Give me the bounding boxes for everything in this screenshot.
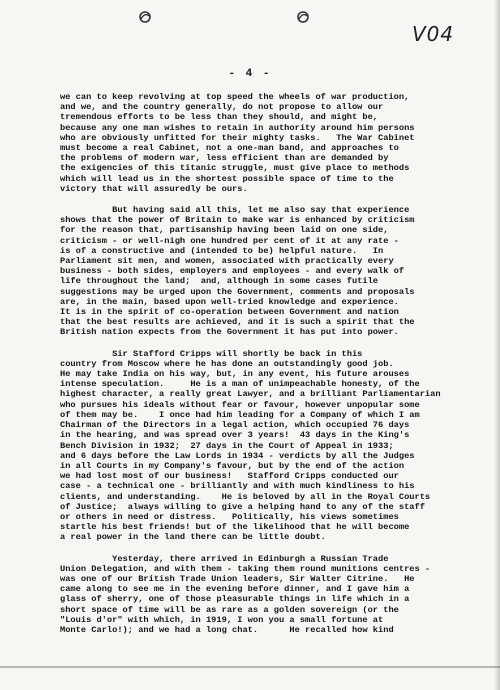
text-line: victory that will assuredly be ours. xyxy=(60,183,248,194)
text-line: It is in the spirit of co-operation between Government and nation xyxy=(60,307,399,318)
text-line: who pursues his ideals without fear or favour, however unpopular some xyxy=(60,399,420,410)
text-line: Bench Division in 1932; 27 days in the Court of Appeal in 1933; xyxy=(60,440,394,451)
page-bottom-shadow xyxy=(0,666,500,668)
text-line: we can to keep revolving at top speed the wheels of war production, xyxy=(60,92,410,102)
text-line: clients, and understanding. He is beloved by all in the Royal Courts xyxy=(60,491,431,502)
page-number: - 4 - xyxy=(228,68,272,80)
text-line: intense speculation. He is a man of unimpeachable honesty, of the xyxy=(60,379,420,390)
text-line: the problems of modern war, less efficient than are demanded by xyxy=(60,153,389,164)
text-line: He may take India on his way, but, in any event, his future arouses xyxy=(60,369,410,380)
text-line: Monte Carlo!); and we had a long chat. He recalled how kind xyxy=(60,624,394,635)
text-line: suggestions may be urged upon the Government, comments and proposals xyxy=(60,286,415,297)
text-line: shows that the power of Britain to make war is enhanced by criticism xyxy=(60,215,415,226)
text-line: highest character, a really great Lawyer, and a brilliant Parliamentarian xyxy=(60,389,441,400)
text-line: business - both sides, employers and employees - and every walk of xyxy=(60,266,405,277)
punch-hole-left-icon xyxy=(138,10,152,24)
text-line: and 6 days before the Law Lords in 1934 - verdicts by all the Judges xyxy=(60,450,415,461)
text-line: that the best results are achieved, and it is such a spirit that the xyxy=(60,317,415,328)
text-line: country from Moscow where he has done an outstandingly good job. xyxy=(60,358,394,369)
text-line: because any one man wishes to retain in authority around him persons xyxy=(60,122,415,133)
text-line: short space of time will be as rare as a golden sovereign (or the xyxy=(60,604,399,615)
text-line: Parliament sit men, and women, associated with practically every xyxy=(60,256,394,267)
paragraph xyxy=(60,349,498,543)
text-line: Chairman of the Directors in a legal action, which occupied 76 days xyxy=(60,420,410,431)
text-line: life throughout the land; and, although in some cases futile xyxy=(60,276,379,287)
text-line: Yesterday, there arrived in Edinburgh a Russian Trade xyxy=(60,553,389,564)
letter-body xyxy=(60,92,498,646)
text-line: who are obviously unfitted for their mighty tasks. The War Cabinet xyxy=(60,132,415,143)
text-line: startle his best friends! but of the likelihood that he will become xyxy=(60,522,410,533)
text-line: But having said all this, let me also say that experience xyxy=(60,205,410,216)
text-line: Union Delegation, and with them - taking them round munitions centres - xyxy=(60,563,431,574)
text-line: the exigencies of this titanic struggle, must give place to methods xyxy=(60,163,410,174)
text-line: came along to see me in the evening before dinner, and I gave him a xyxy=(60,584,410,595)
text-line: in all Courts in my Company's favour, but by the end of the action xyxy=(60,460,405,471)
text-line: tremendous efforts to be less than they should, and might be, xyxy=(60,112,379,123)
text-line: must become a real Cabinet, not a one-man band, and approaches to xyxy=(60,143,399,154)
archive-reference-mark: V04 xyxy=(412,22,455,46)
text-line: in the hearing, and was spread over 3 years! 43 days in the King's xyxy=(60,430,410,441)
text-line: which will lead us in the shortest possible space of time to the xyxy=(60,173,394,184)
text-line: glass of sherry, one of those pleasurable things in life which in a xyxy=(60,594,410,605)
paragraph xyxy=(60,205,498,338)
text-line: criticism - or well-nigh one hundred per cent of it at any rate - xyxy=(60,235,399,246)
punch-hole-right-icon xyxy=(296,10,310,24)
text-line: was one of our British Trade Union leaders, Sir Walter Citrine. He xyxy=(60,573,415,584)
text-line: British nation expects from the Government it has put into power. xyxy=(60,327,399,338)
page-edge-shadow xyxy=(494,0,500,690)
text-line: is of a constructive and (intended to be) helpful nature. In xyxy=(60,245,384,256)
text-line: for the reason that, partisanship having been laid on one side, xyxy=(60,225,389,236)
paragraph xyxy=(60,92,498,194)
text-line: and we, and the country generally, do not propose to allow our xyxy=(60,102,384,113)
text-line: of Justice; always willing to give a helping hand to any of the staff xyxy=(60,501,425,512)
text-line: "Louis d'or" with which, in 1919, I won you a small fortune at xyxy=(60,614,384,625)
text-line: case - a technical one - brilliantly and with much kindliness to his xyxy=(60,481,415,492)
text-line: a real power in the land there can be little doubt. xyxy=(60,532,326,543)
text-line: we had lost most of our business! Stafford Cripps conducted our xyxy=(60,471,399,482)
paragraph xyxy=(60,554,498,636)
text-line: are, in the main, based upon well-tried knowledge and experience. xyxy=(60,296,399,307)
text-line: or others in need or distress. Politically, his views sometimes xyxy=(60,511,399,522)
text-line: Sir Stafford Cripps will shortly be back in this xyxy=(60,348,363,359)
text-line: of them may be. I once had him leading for a Company of which I am xyxy=(60,409,420,420)
